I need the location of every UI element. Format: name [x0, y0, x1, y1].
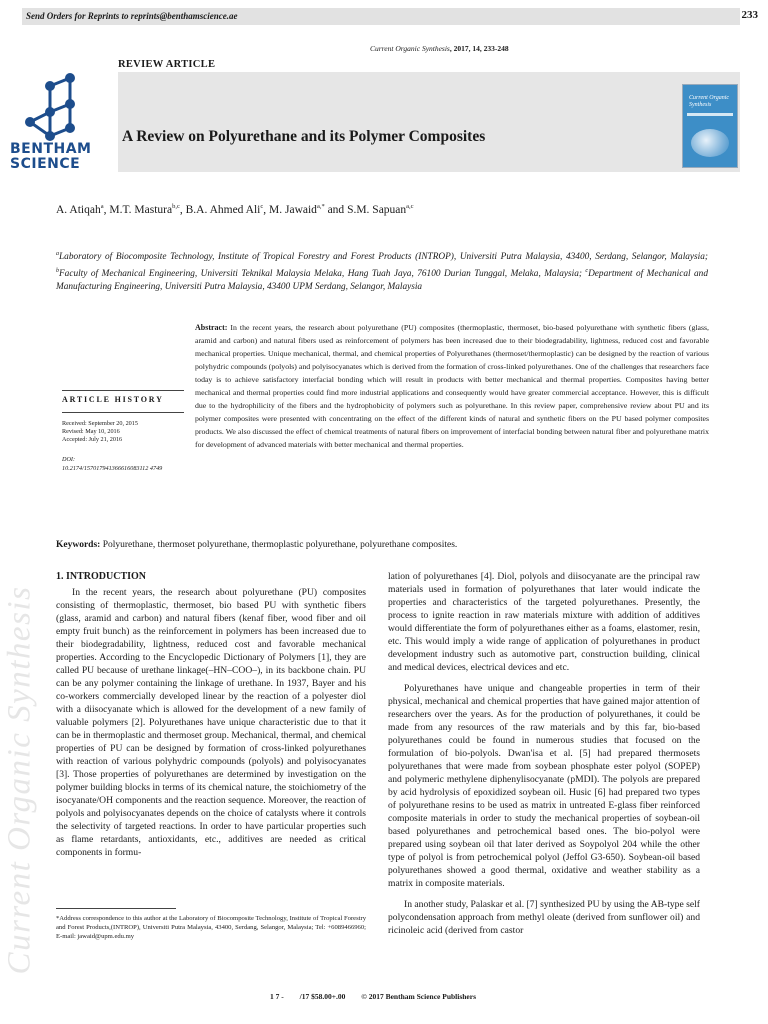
author-name: S.M. Sapuan — [347, 203, 407, 216]
watermark-text: Current Organic Synthesis — [1, 585, 38, 975]
footnote-rule — [56, 908, 176, 909]
author-name: M. Jawaid — [269, 203, 317, 216]
author-affiliation-marker: c — [260, 203, 264, 210]
affiliations — [56, 248, 708, 294]
left-column — [56, 570, 366, 867]
cover-stripe — [687, 113, 733, 116]
footer-copyright: © 2017 Bentham Science Publishers — [361, 992, 477, 1001]
author-affiliation-marker: a,c — [406, 203, 414, 210]
doi-link[interactable]: 10.2174/157017941366616083112 4749 — [62, 464, 163, 472]
author-affiliation-marker: a,* — [316, 203, 325, 210]
keywords — [56, 540, 457, 550]
section-heading: 1. INTRODUCTION — [56, 571, 147, 582]
keywords-text: Polyurethane, thermoset polyurethane, thermoplastic polyurethane, polyurethane composites. — [100, 540, 458, 550]
reprints-text: Send Orders for Reprints to reprints@benthamscience.ae — [26, 11, 238, 21]
journal-details: , 2017, 14, 233-248 — [449, 44, 509, 53]
received-date: Received: September 20, 2015 — [62, 420, 138, 427]
correspondence-footnote: *Address correspondence to this author at the Laboratory of Biocomposite Technology, Institute of Tropical Forestry and Forest Products,(INTROP), Universiti Putra Malaysia, 43400, Serdang, Selangor, Malaysia; Tel: +6089466960; E-mail: jawaid@upm.edu.my — [56, 915, 366, 940]
body-paragraph: In the recent years, the research about polyurethane (PU) composites consisting of thermoplastic, thermoset, bio based PU with synthetic fibers (glass, aramid and carbon) and natural fibers (kenaf fiber, wood fiber and oil empty fruit bunch) as the reinforcement in polymers has been increased due to their biodegradability, lightness, reduced cost and favorable mechanical properties. According to the Encyclopedic Dictionary of Polymers [1], they are called PU because of urethane linkage(–HN–COO–), in its backbone chain. PU can be any polymer containing the linkage of urethane. In 1937, Bayer and his co-workers commercially developed linear by the reaction of a polyester diol with a diisocyanate which is allowed for the development of a new family of valuable polymers [2]. Polyurethanes have unique characteristic due to that it can be in thermoplastic and thermoset group. Mechanical, thermal, and chemical properties of PU can be designed by formation of cross-linked polyurethanes with reaction of various polyhydric compounds (polyols) and polyisocyanates [3]. Those properties of polyurethanes are determined by investigation on the polymer building blocks in terms of its chemical nature, the stoichiometry of the isocyanate/OH components and the reaction sequence. Moreover, the reaction of polyols and polyisocyanates depends on the choice of catalysts where it controls the selectivity of targeted reactions. In order to have particular properties such as flame retardants, antioxidants, etc., additives are needed as critical components in formu- — [56, 587, 366, 858]
body-paragraph: lation of polyurethanes [4]. Diol, polyols and diisocyanate are the principal raw materials used in formation of polyurethanes that later would indicate the properties and characteristics of the targeted polyurethanes. Presently, the process to ignite reaction in raw materials mixture with addition of additives would differentiate the form of polyurethanes either as a foams, elastomer, resin, etc. This would imply a wide range of application of polyurethanes in product development industry such as automotive part, construction building, clinical and medical devices, electrical devices and etc. — [388, 571, 700, 673]
author-name: A. Atiqah — [56, 203, 101, 216]
affiliation-text: Laboratory of Biocomposite Technology, Institute of Tropical Forestry and Forest Products (INTROP), Universiti Putra Malaysia, 43400, Serdang, Selangor, Malaysia; — [59, 252, 708, 263]
footer-issn: 1 7 - — [270, 992, 284, 1001]
history-rule-top — [62, 390, 184, 391]
body-paragraph: In another study, Palaskar et al. [7] synthesized PU by using the AB-type self polycondensation approach from methyl oleate (derived from sunflower oil) and ricinoleic acid (derived from castor — [388, 899, 700, 936]
author-separator: , — [263, 203, 270, 216]
logo-line-1: BENTHAM — [10, 141, 92, 157]
page-number: 233 — [741, 9, 758, 21]
article-history-heading: ARTICLE HISTORY — [62, 395, 164, 404]
accepted-date: Accepted: July 21, 2016 — [62, 436, 123, 443]
logo-wordmark — [10, 142, 91, 172]
reprints-banner — [22, 8, 740, 25]
right-column — [388, 570, 700, 945]
journal-cover-image — [682, 84, 738, 168]
cover-art — [691, 129, 729, 157]
affiliation-marker: a — [56, 251, 59, 257]
footer-price: /17 $58.00+.00 — [299, 992, 346, 1001]
history-rule-bottom — [62, 412, 184, 413]
article-title: A Review on Polyurethane and its Polymer Composites — [122, 128, 486, 145]
abstract-label: Abstract: — [195, 323, 228, 332]
author-affiliation-marker: b,c — [172, 203, 180, 210]
affiliation-text: Department of Mechanical and Manufacturing Engineering, Universiti Putra Malaysia, 43400 UPM Serdang, Selangor, Malaysia — [56, 268, 708, 292]
affiliation-marker: c — [585, 267, 589, 274]
author-name: M.T. Mastura — [109, 203, 173, 216]
author-name: B.A. Ahmed Ali — [185, 203, 261, 216]
abstract-text: In the recent years, the research about polyurethane (PU) composites (thermoplastic, thermoset, bio-based polyurethane with synthetic fibers (glass, aramid and carbon) and natural fibers used as reinforcement of polymers has been increased due to their biodegradability, lightness, reduced cost and favorable mechanical properties. Unique mechanical, thermal, and chemical properties of Polyurethanes (thermoset/thermoplastic) can be designed by the reaction of various polyhydric compounds (polyols) and polyisocyanates which is derived from the formation of cross-linked polyurethanes. One of the challenges that researchers face today is to achieve satisfactory interfacial bonding which will result in products with better mechanical and thermal properties. Composites having better mechanical and thermal properties could find more industrial applications and consequently would have greater commercial acceptance. However, this is difficult due to the hydrophilicity of the fibers and the hydrophobicity of polymers such as polyurethane. In this review paper, comprehensive review about PU and its polymer composites were presented with concentrating on the effect of the different kinds of natural and synthetic fibers on the PU based polymer composites products. We also discussed the effect of chemical treatments of natural fibers on improvement of interfacial bonding between natural fiber and polyurethane matrix for development of advanced materials with better mechanical and thermal properties. — [195, 323, 709, 449]
cover-title: Current Organic Synthesis — [689, 95, 730, 108]
title-banner — [118, 72, 740, 172]
doi — [62, 456, 184, 474]
logo-line-2: SCIENCE — [10, 156, 81, 172]
author-separator: , — [103, 203, 110, 216]
keywords-label: Keywords: — [56, 540, 101, 550]
body-paragraph: Polyurethanes have unique and changeable properties in term of their physical, mechanical and chemical properties that have gained major attention of researchers over the years. As for the production of polyurethanes, it could be made from any resources of the raw materials and by this far, bio-based polyurethanes could be found in numerous studies that focused on the formulation of bio-polyols. Dwan'isa et al. [5] had prepared thermosets polyurethanes that were made from soybean phosphate ester polyol (SOPEP) and polymeric methylene diphenylisocyanate (pMDI). The polyols are prepared by acid hydrolysis of epoxidized soybean oil. Husic [6] had prepared two types of polyurethane resins to be used as matrix in untreated E-glass fiber reinforced composite materials in order to study the mechanical properties of soybean-oil based polyurethanes and petrochemical based ones. The bio-polyol were prepared using soybean oil that later derived as Soypolyol 204 while the other type of polyol is from petrochemical polyol (Jeffol G3-650). Soybean-oil based polyurethanes showed a good thermal, oxidative and weather stability as a matrix in composite materials. — [388, 683, 700, 889]
page-footer — [270, 992, 490, 1001]
journal-name: Current Organic Synthesis — [370, 44, 450, 53]
article-history-dates — [62, 420, 184, 444]
revised-date: Revised: May 10, 2016 — [62, 428, 120, 435]
affiliation-text: Faculty of Mechanical Engineering, Universiti Teknikal Malaysia Melaka, Hang Tuah Jaya, 76100 Durian Tunggal, Melaka, Malaysia; — [59, 268, 586, 279]
journal-watermark — [0, 560, 40, 1000]
doi-label: DOI: — [62, 456, 76, 463]
author-separator: and — [324, 203, 348, 216]
author-separator: , — [179, 203, 186, 216]
molecule-icon — [8, 72, 118, 152]
journal-reference — [370, 44, 509, 53]
author-list — [56, 203, 414, 216]
affiliation-marker: b — [56, 267, 59, 274]
author-affiliation-marker: a — [100, 203, 104, 210]
abstract — [195, 322, 709, 452]
article-type: REVIEW ARTICLE — [118, 59, 216, 70]
